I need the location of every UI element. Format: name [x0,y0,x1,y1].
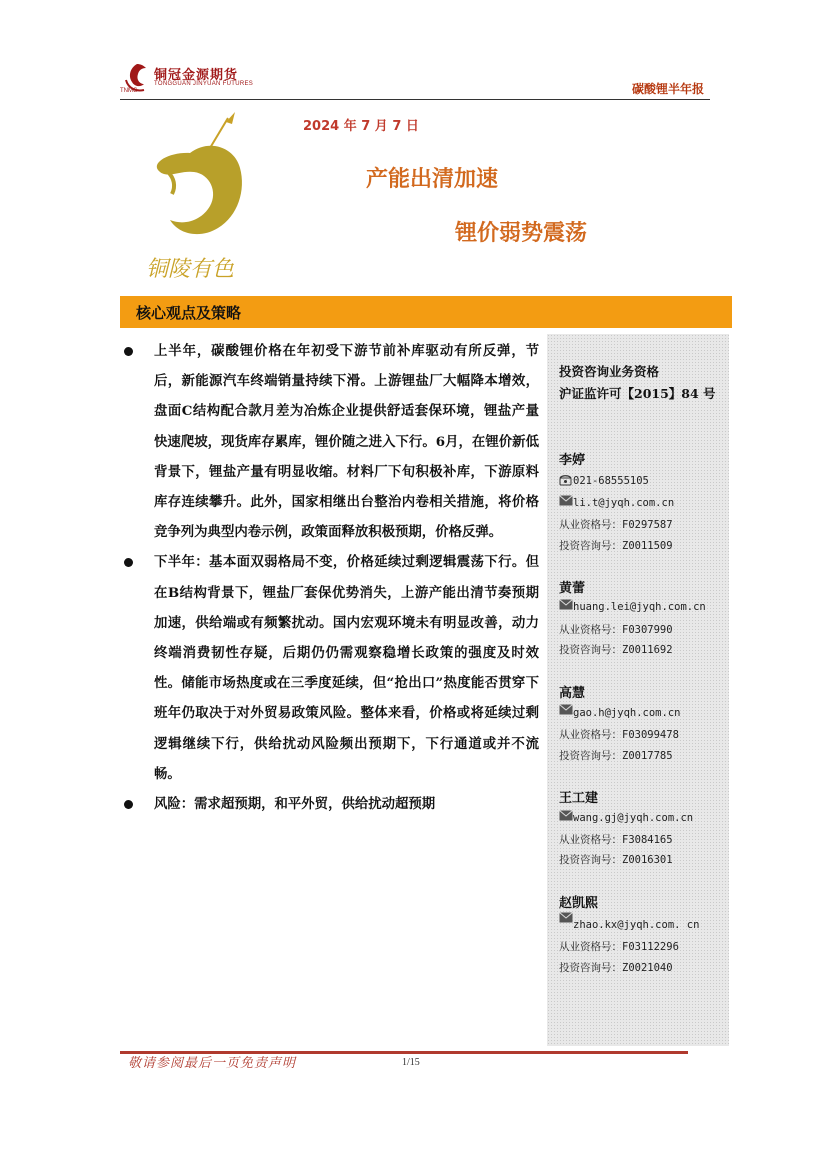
analyst-email: zhao.kx@jyqh.com. cn [573,919,700,931]
emblem-calligraphy: 铜陵有色 [146,257,235,282]
analyst-name: 高慧 [559,686,586,701]
company-abbr: TNMG [120,88,138,94]
analyst-email: huang.lei@jyqh.com.cn [573,601,706,613]
email-icon [559,599,573,610]
analyst-name: 王工建 [559,791,599,806]
analyst-name: 黄蕾 [559,581,586,596]
analyst-email: li.t@jyqh.com.cn [573,497,675,509]
disclaimer-note: 敬请参阅最后一页免责声明 [128,1056,297,1071]
analyst-practice-id: 从业资格号：F3084165 [559,834,673,846]
phone-icon [559,474,572,486]
analyst-consult-id: 投资咨询号：Z0016301 [559,854,673,866]
section-header [120,296,732,328]
report-type: 碳酸锂半年报 [631,82,704,96]
analyst-consult-id: 投资咨询号：Z0011692 [559,644,673,656]
bullet-icon [124,347,133,356]
analyst-practice-id: 从业资格号：F0297587 [559,519,673,531]
analyst-consult-id: 投资咨询号：Z0011509 [559,540,673,552]
analyst-email: gao.h@jyqh.com.cn [573,707,681,719]
analyst-sidebar [547,334,729,1046]
bullet-icon [124,800,133,809]
analyst-consult-id: 投资咨询号：Z0017785 [559,750,673,762]
company-name-cn: 铜冠金源期货 [154,68,239,83]
report-date: 2024 年 7 月 7 日 [303,119,419,134]
bullet-item [121,336,539,547]
bullet-item [121,789,539,819]
section-title: 核心观点及策略 [136,304,242,322]
analyst-email: wang.gj@jyqh.com.cn [573,812,694,824]
bullet-text: 上半年，碳酸锂价格在年初受下游节前补库驱动有所反弹，节后，新能源汽车终端销量持续下滑。上游锂盐厂大幅降本增效，盘面C结构配合款月差为冶炼企业提供舒适套保环境，锂盐产量快速爬坡，现货库存累库，锂价随之进入下行。6月，在锂价新低背景下，锂盐产量有明显收缩。材料厂下旬积极补库，下游原料库存连续攀升。此外，国家相继出台整治内卷相关措施，将价格竞争列为典型内卷示例，政策面释放积极预期，价格反弹。 [154,343,539,541]
page-header [120,62,710,100]
email-icon [559,704,573,715]
email-icon [559,912,573,923]
page-number: 1/15 [402,1057,420,1068]
bullet-item [121,547,539,789]
qualification-title: 投资咨询业务资格 [559,364,660,379]
analyst-name: 李婷 [559,453,586,468]
report-title: 产能出清加速 [366,167,499,192]
analyst-practice-id: 从业资格号：F0307990 [559,624,673,636]
analyst-phone: 021-68555105 [573,475,649,487]
key-points [121,336,539,819]
report-subtitle: 锂价弱势震荡 [455,221,588,246]
company-name-en: TONGGUAN JINYUAN FUTURES [154,81,254,87]
email-icon [559,495,573,506]
analyst-consult-id: 投资咨询号：Z0021040 [559,962,673,974]
analyst-practice-id: 从业资格号：F03099478 [559,729,679,741]
bullet-icon [124,558,133,567]
bullet-text: 下半年：基本面双弱格局不变，价格延续过剩逻辑震荡下行。但在B结构背景下，锂盐厂套保优势消失，上游产能出清节奏预期加速，供给端或有频繁扰动。国内宏观环境未有明显改善，动力终端消费韧性存疑，后期仍仍需观察稳增长政策的强度及时效性。储能市场热度或在三季度延续，但“抢出口”热度能否贯穿下班年仍取决于对外贸易政策风险。整体来看，价格或将延续过剩逻辑继续下行，供给扰动风险频出预期下，下行通道或并不流畅。 [154,554,539,782]
qualification-license: 沪证监许可【2015】84 号 [559,386,716,401]
tongling-emblem-icon [140,108,260,288]
analyst-practice-id: 从业资格号：F03112296 [559,941,679,953]
bullet-text: 风险：需求超预期，和平外贸，供给扰动超预期 [154,796,436,813]
email-icon [559,810,573,821]
analyst-name: 赵凯熙 [559,896,599,911]
